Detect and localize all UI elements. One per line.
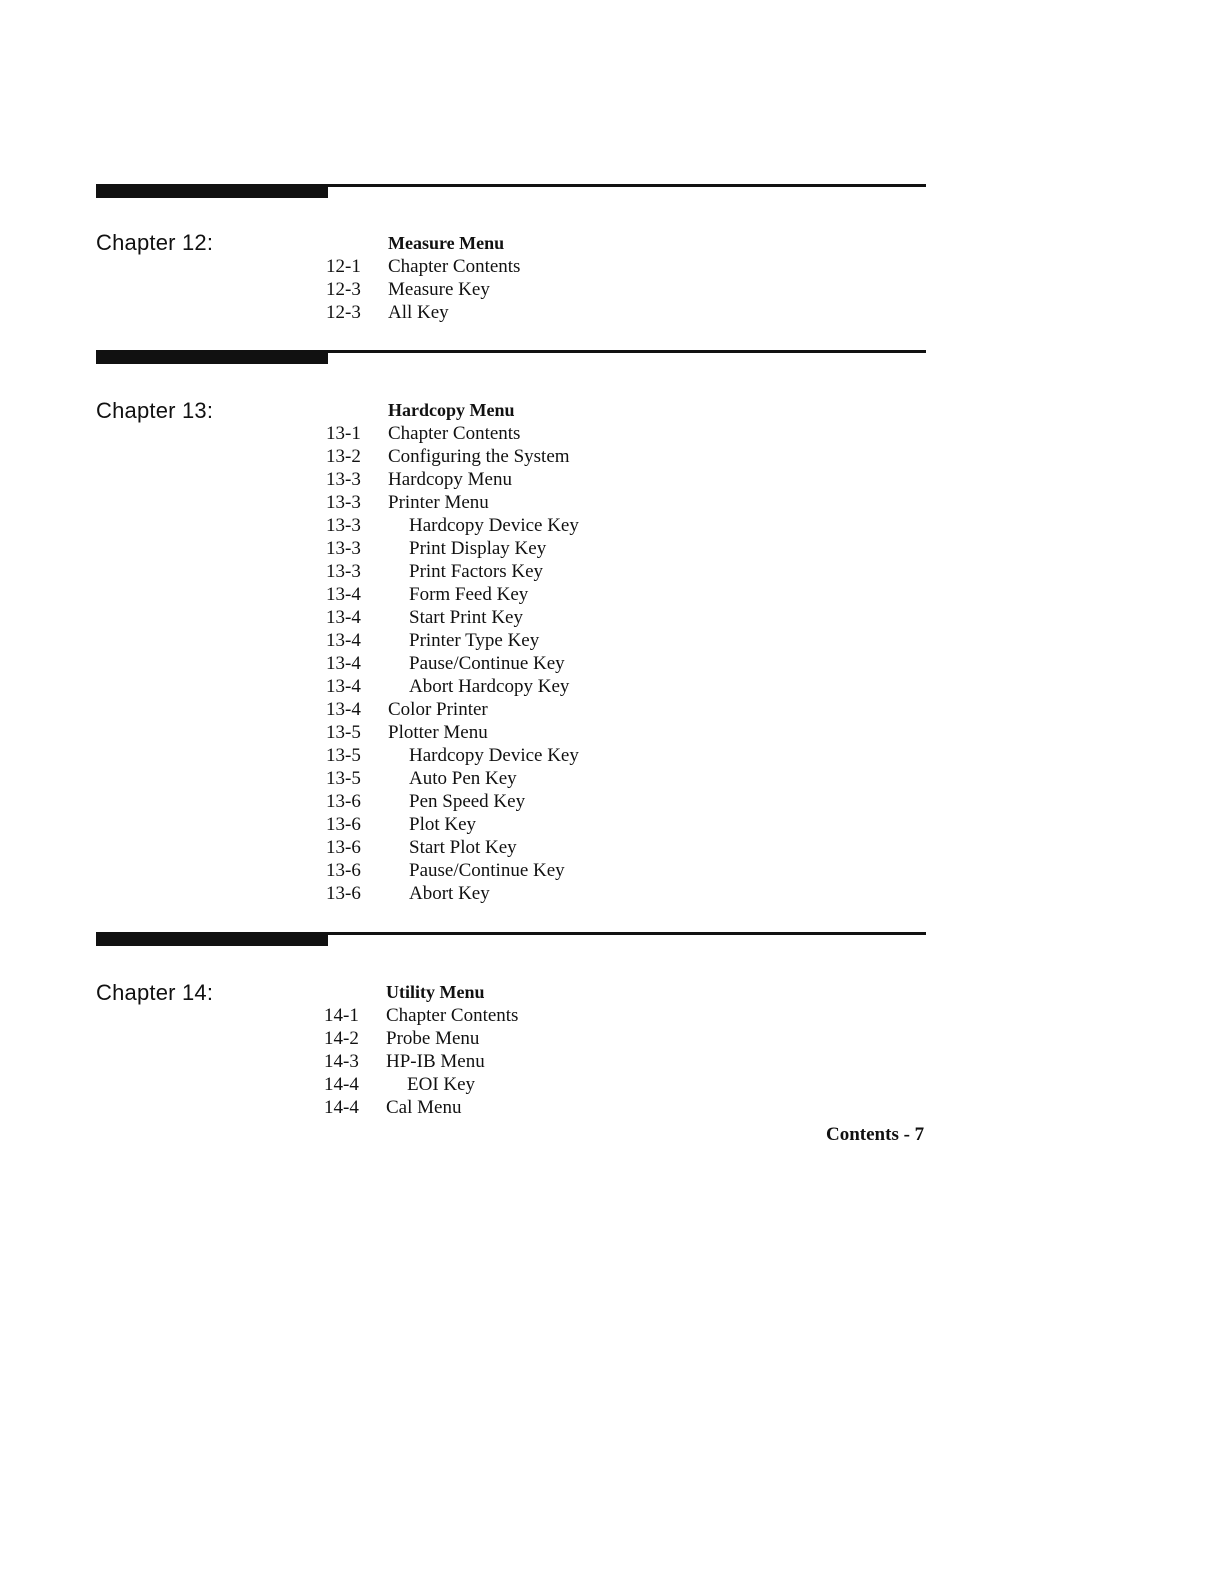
toc-entry-title: Chapter Contents [386, 1005, 519, 1026]
toc-entry-title: Print Factors Key [409, 561, 544, 582]
toc-entry-title: HP-IB Menu [386, 1051, 485, 1072]
toc-entry-title: Chapter Contents [388, 256, 521, 277]
toc-entry-page: 12-3 [326, 302, 361, 323]
toc-entry-title: Cal Menu [386, 1097, 462, 1118]
toc-entry-title: All Key [388, 302, 449, 323]
toc-entry-title: Start Print Key [409, 607, 523, 628]
toc-entry [322, 560, 544, 583]
toc-entry [322, 721, 515, 744]
toc-entry-page: 13-6 [326, 837, 361, 858]
chapter-13-contents [322, 399, 579, 905]
toc-entry-title: Color Printer [388, 699, 488, 720]
toc-entry [322, 278, 504, 301]
section-heading: Hardcopy Menu [388, 400, 515, 420]
toc-entry [322, 836, 515, 859]
toc-entry [322, 698, 515, 721]
toc-entry-title: Print Display Key [409, 538, 547, 559]
toc-entry [322, 744, 579, 767]
chapter-14-label: Chapter 14: [96, 980, 214, 1005]
toc-entry-page: 13-6 [326, 860, 361, 881]
chapter-12-contents [322, 232, 521, 324]
toc-entry [322, 537, 547, 560]
toc-entry [322, 767, 515, 790]
toc-entry-title: Hardcopy Menu [388, 469, 512, 490]
toc-entry-title: Configuring the System [388, 446, 570, 467]
toc-entry-title: Abort Key [409, 883, 490, 904]
toc-entry-page: 13-3 [326, 492, 361, 513]
toc-entry-page: 13-3 [326, 515, 361, 536]
toc-entry [320, 1027, 485, 1050]
toc-entry [322, 859, 565, 882]
toc-entry-title: Printer Menu [388, 492, 489, 513]
toc-entry [322, 468, 515, 491]
toc-entry-page: 13-4 [326, 630, 361, 651]
toc-entry [322, 301, 504, 324]
toc-entry-page: 14-4 [324, 1097, 359, 1118]
toc-entry [322, 675, 570, 698]
toc-entry-title: Pause/Continue Key [409, 860, 565, 881]
toc-entry [322, 652, 565, 675]
toc-entry-page: 14-3 [324, 1051, 359, 1072]
chapter-13-label: Chapter 13: [96, 398, 214, 423]
toc-entry-page: 14-4 [324, 1074, 359, 1095]
toc-entry-title: Hardcopy Device Key [409, 745, 579, 766]
toc-entry-title: Abort Hardcopy Key [409, 676, 570, 697]
chapter-13-divider [96, 350, 926, 364]
toc-entry-title: Auto Pen Key [409, 768, 517, 789]
toc-entry-page: 13-4 [326, 699, 361, 720]
toc-entry [322, 629, 540, 652]
toc-entry [322, 606, 523, 629]
toc-entry-page: 13-6 [326, 883, 361, 904]
chapter-14-divider [96, 932, 926, 946]
toc-entry-page: 13-1 [326, 423, 361, 444]
toc-entry [322, 583, 529, 606]
toc-entry [322, 882, 515, 905]
toc-entry-page: 13-6 [326, 814, 361, 835]
page-footer: Contents - 7 [826, 1124, 925, 1145]
toc-entry-page: 12-3 [326, 279, 361, 300]
toc-entry-title: Chapter Contents [388, 423, 521, 444]
toc-entry-title: Pen Speed Key [409, 791, 526, 812]
toc-entry [322, 790, 526, 813]
toc-entry-title: Plotter Menu [388, 722, 488, 743]
toc-entry-title: EOI Key [407, 1074, 476, 1095]
toc-entry-title: Hardcopy Device Key [409, 515, 579, 536]
chapter-12-label: Chapter 12: [96, 230, 214, 255]
toc-entry-page: 13-5 [326, 722, 361, 743]
toc-entry-title: Plot Key [409, 814, 477, 835]
toc-entry-page: 14-2 [324, 1028, 359, 1049]
toc-entry-page: 13-4 [326, 676, 361, 697]
toc-entry-page: 13-4 [326, 607, 361, 628]
toc-entry [322, 491, 515, 514]
toc-entry-page: 12-1 [326, 256, 361, 277]
toc-entry-page: 13-4 [326, 653, 361, 674]
toc-entry-title: Measure Key [388, 279, 490, 300]
section-heading: Utility Menu [386, 982, 485, 1002]
toc-entry-page: 14-1 [324, 1005, 359, 1026]
toc-entry-page: 13-4 [326, 584, 361, 605]
chapter-14-contents [320, 981, 519, 1119]
toc-entry-title: Start Plot Key [409, 837, 517, 858]
section-heading: Measure Menu [388, 233, 505, 253]
toc-entry [322, 255, 521, 278]
toc-entry [322, 514, 579, 537]
toc-entry [322, 445, 570, 468]
toc-entry-title: Printer Type Key [409, 630, 540, 651]
toc-entry-title: Pause/Continue Key [409, 653, 565, 674]
toc-entry [322, 813, 515, 836]
toc-entry-page: 13-5 [326, 768, 361, 789]
toc-entry-page: 13-6 [326, 791, 361, 812]
toc-entry [320, 1050, 485, 1073]
toc-entry-page: 13-3 [326, 561, 361, 582]
toc-entry-page: 13-5 [326, 745, 361, 766]
toc-entry [320, 1004, 519, 1027]
toc-entry-page: 13-2 [326, 446, 361, 467]
chapter-12-divider [96, 184, 926, 198]
toc-entry [322, 422, 521, 445]
toc-entry [320, 1096, 485, 1119]
toc-entry-title: Probe Menu [386, 1028, 480, 1049]
toc-entry-title: Form Feed Key [409, 584, 529, 605]
toc-entry-page: 13-3 [326, 469, 361, 490]
toc-entry-page: 13-3 [326, 538, 361, 559]
toc-entry [320, 1073, 485, 1096]
